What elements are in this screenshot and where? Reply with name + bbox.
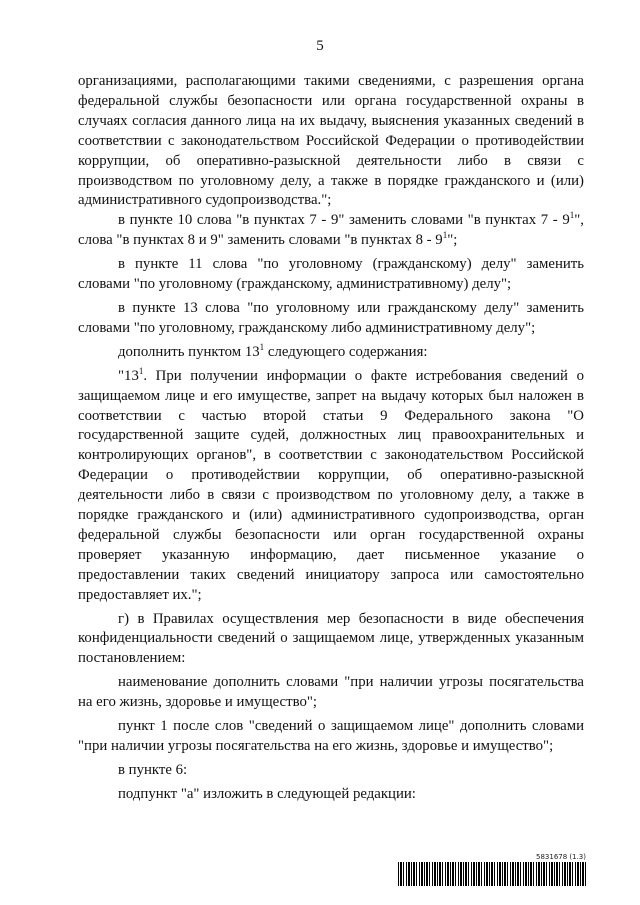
page-number: 5 (316, 38, 324, 54)
paragraph-continuation: организациями, располагающими такими сведениями, с разрешения органа федеральной службы безопасности или органа государственной охраны в случаях согласия данного лица на их выдачу, выяснения указанных сведений в соответствии с законодательством Российской Федерации о противодействии коррупции, об оперативно-разыскной деятельности либо в связи с производством по уголовному делу, а также в порядке гражданского и (или) административного судопроизводства."; (78, 73, 584, 209)
superscript: 1 (138, 365, 144, 376)
superscript: 1 (569, 210, 575, 221)
paragraph-item-13-1-text (78, 367, 584, 606)
paragraph-item-13: в пункте 13 слова "по уголовному или гражданскому делу" заменить словами "по уголовному, гражданскому либо административному делу"; (78, 299, 584, 336)
paragraph-item-1: пункт 1 после слов "сведений о защищаемом лице" дополнить словами "при наличии угрозы посягательства на его жизнь, здоровье и имущество"; (78, 718, 584, 754)
paragraph-subitem-a: подпункт "а" изложить в следующей редакции: (118, 785, 416, 802)
paragraph-title-amendment: наименование дополнить словами "при наличии угрозы посягательства на его жизнь, здоровье и имущество"; (78, 674, 584, 711)
text-run: "; (447, 232, 458, 249)
paragraph-add-13-1 (78, 343, 584, 363)
barcode-image (398, 862, 586, 886)
document-body (78, 72, 584, 805)
text-run: . При получении информации о факте истребования сведений о защищаемом лице и его имуществе, запрет на выдачу которых был наложен в соответствии с частью второй статьи 9 Федерального закона "О государственной защите судей, должностных лиц правоохранительных и контролирующих органов", в соответствии с законодательством Российской Федерации о противодействии коррупции, об оперативно-разыскной деятельности либо в связи с производством по уголовному делу, а также в порядке гражданского и (или) административного судопроизводства, орган федеральной службы безопасности или орган государственной охраны проверяет указанную информацию, дает письменное указание о предоставлении таких сведений инициатору запроса или самостоятельно предоставляет их."; (78, 367, 584, 603)
barcode-id: 5831678 (1.3) (536, 853, 586, 861)
text-run: в пункте 10 слова "в пунктах 7 - 9" заменить словами "в пунктах 7 - 9 (118, 212, 570, 229)
text-run: ", слова "в пунктах 8 и 9" заменить словами "в пунктах 8 - 9 (78, 212, 584, 249)
text-run: следующего содержания: (264, 343, 428, 360)
paragraph-item-11: в пункте 11 слова "по уголовному (гражданскому) делу" заменить словами "по уголовному (гражданскому, административному) делу"; (78, 256, 584, 293)
paragraph-item-6: в пункте 6: (118, 761, 188, 778)
text-run: дополнить пунктом 13 (118, 343, 260, 360)
paragraph-item-10 (78, 211, 584, 251)
text-run: "13 (118, 367, 139, 384)
paragraph-subitem-g: г) в Правилах осуществления мер безопасности в виде обеспечения конфиденциальности сведений о защищаемом лице, утвержденных указанным постановлением: (78, 610, 584, 667)
superscript: 1 (442, 230, 448, 241)
superscript: 1 (259, 341, 265, 352)
